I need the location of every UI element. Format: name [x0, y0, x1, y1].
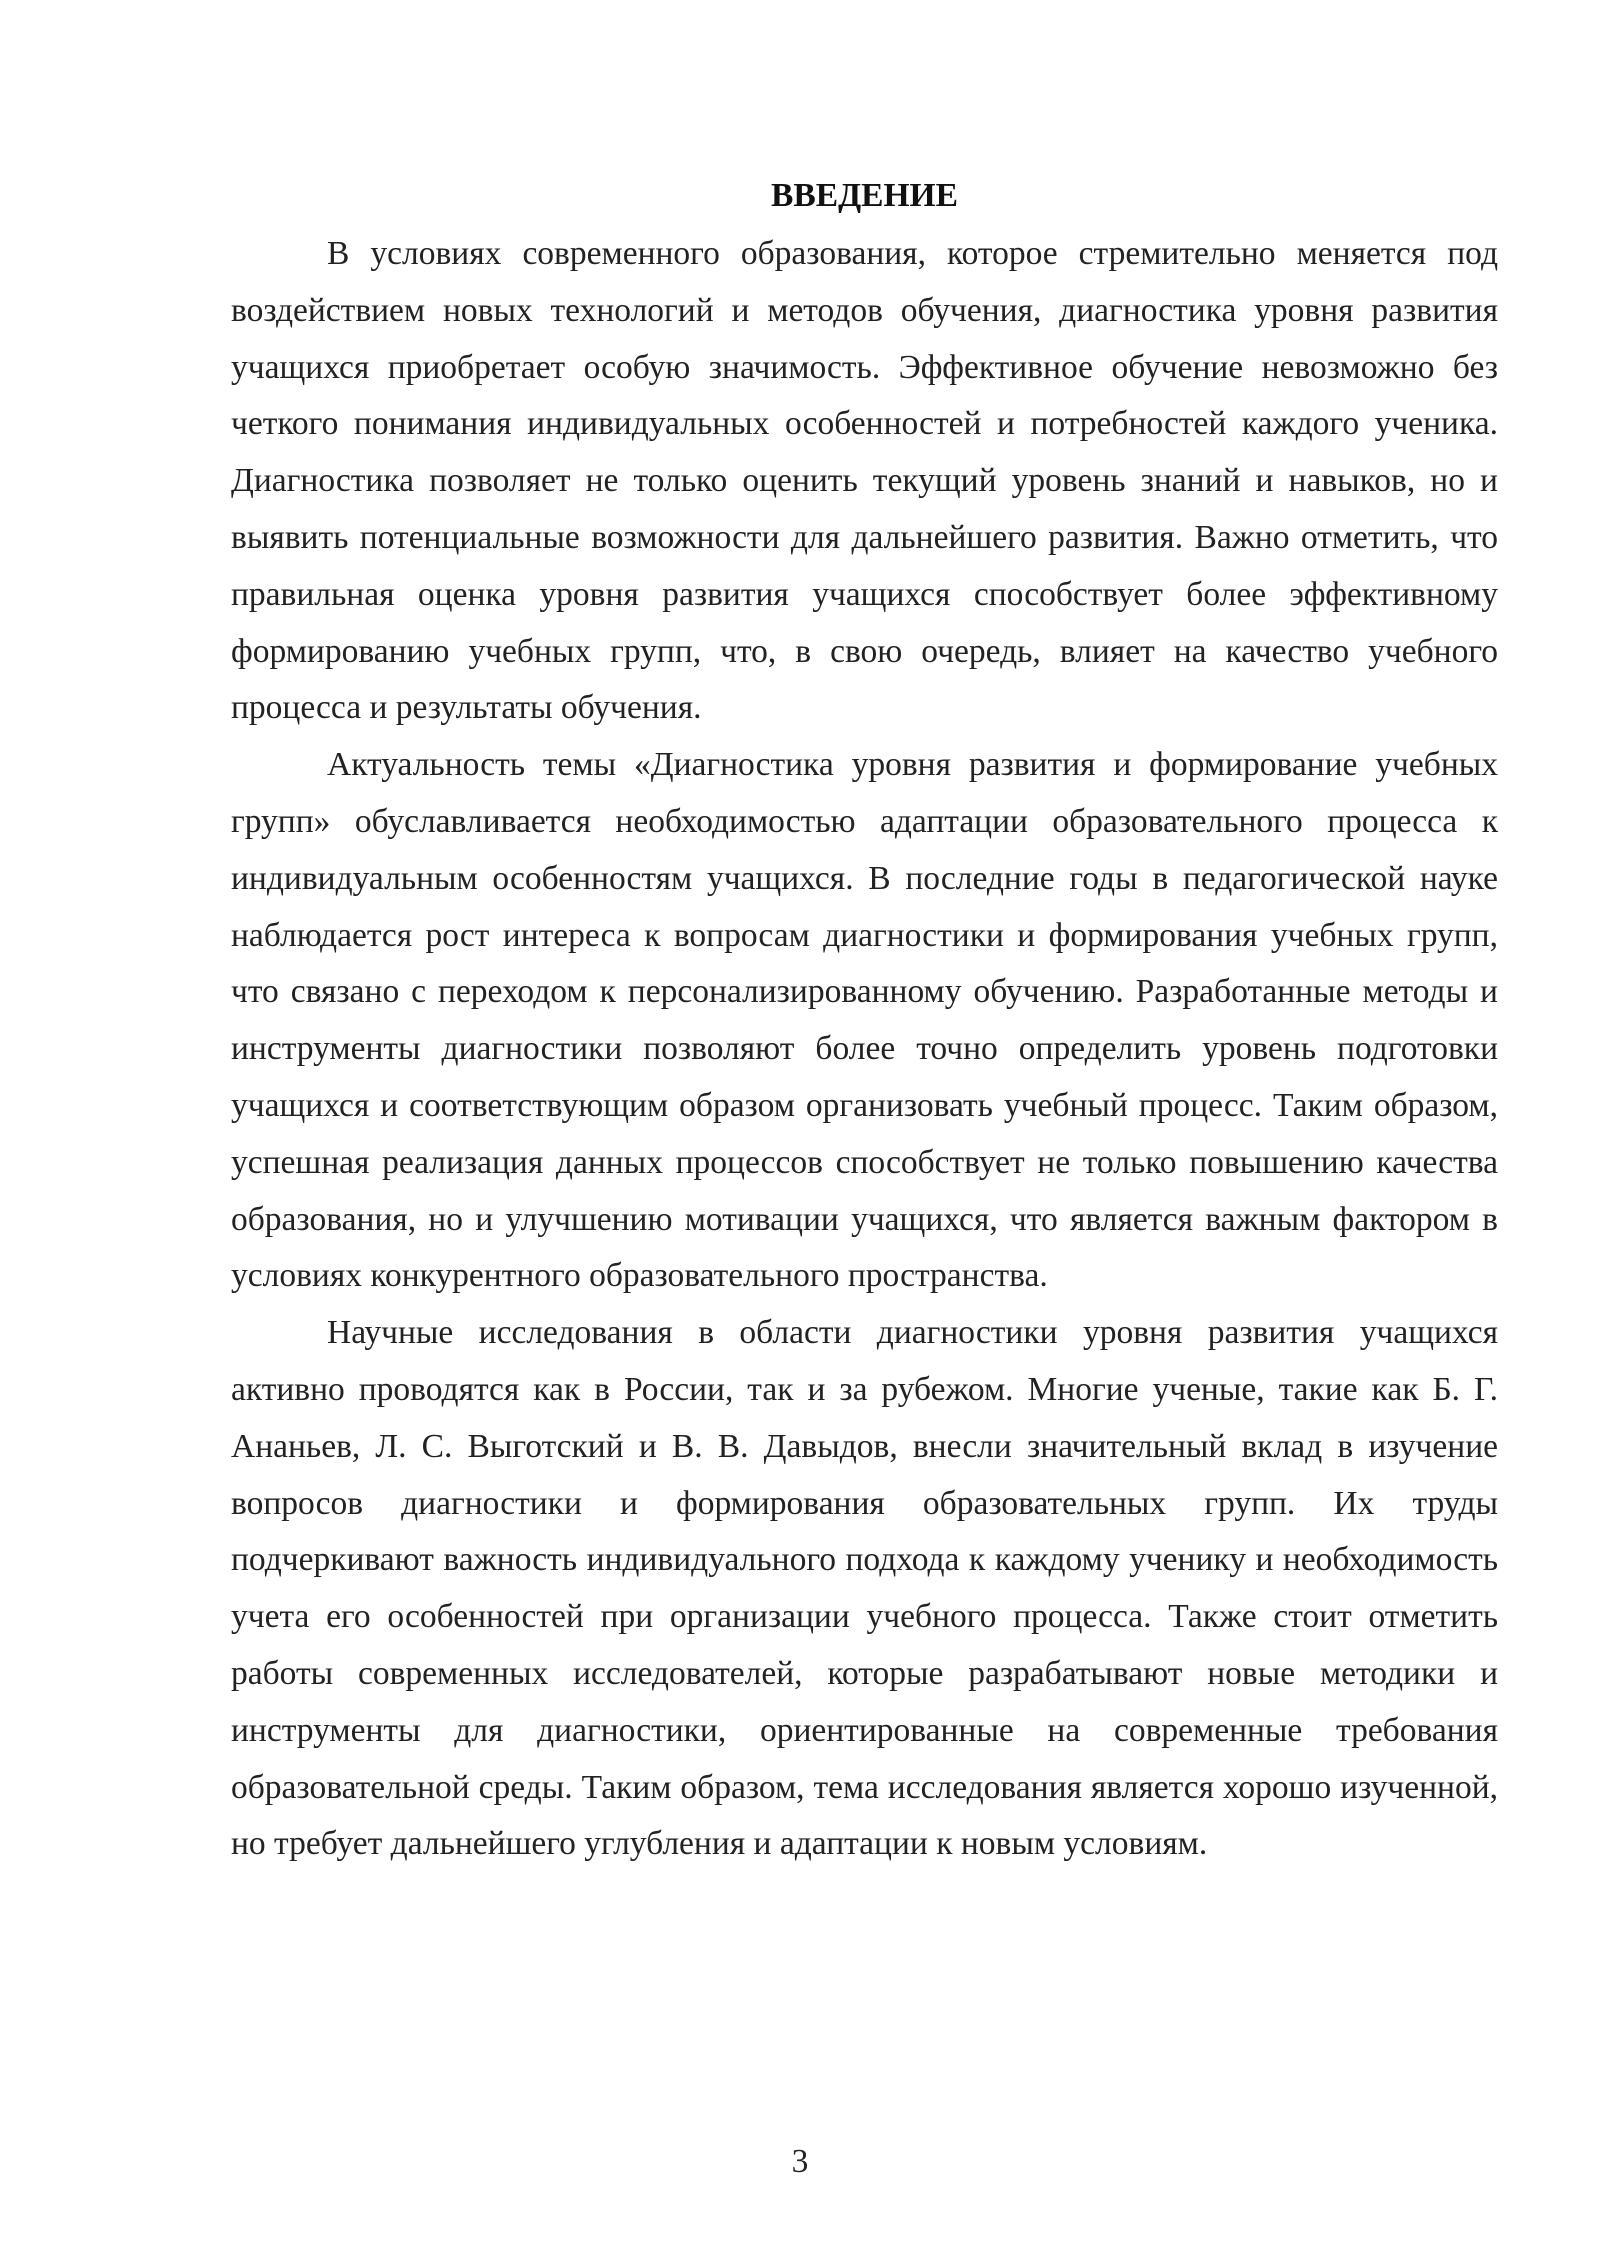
paragraph-introduction: В условиях современного образования, которое стремительно меняется под воздействием новых технологий и методов обучения, диагностика уровня развития учащихся приобретает особую значимость. Эффективное обучение невозможно без четкого понимания индивидуальных особенностей и потребностей каждого ученика. Диагностика позволяет не только оценить текущий уровень знаний и навыков, но и выявить потенциальные возможности для дальнейшего развития. Важно отметить, что правильная оценка уровня развития учащихся способствует более эффективному формированию учебных групп, что, в свою очередь, влияет на качество учебного процесса и результаты обучения. — [231, 235, 1498, 727]
page-number: 3 — [791, 2143, 809, 2180]
section-heading: ВВЕДЕНИЕ — [771, 177, 958, 214]
paragraph-research: Научные исследования в области диагностики уровня развития учащихся активно проводятся как в России, так и за рубежом. Многие ученые, такие как Б. Г. Ананьев, Л. С. Выготский и В. В. Давыдов, внесли значительный вклад в изучение вопросов диагностики и формирования образовательных групп. Их труды подчеркивают важность индивидуального подхода к каждому ученику и необходимость учета его особенностей при организации учебного процесса. Также стоит отметить работы современных исследователей, которые разрабатывают новые методики и инструменты для диагностики, ориентированные на современные требования образовательной среды. Таким образом, тема исследования является хорошо изученной, но требует дальнейшего углубления и адаптации к новым условиям. — [231, 1314, 1498, 1863]
paragraph-relevance: Актуальность темы «Диагностика уровня развития и формирование учебных групп» обуславливается необходимостью адаптации образовательного процесса к индивидуальным особенностям учащихся. В последние годы в педагогической науке наблюдается рост интереса к вопросам диагностики и формирования учебных групп, что связано с переходом к персонализированному обучению. Разработанные методы и инструменты диагностики позволяют более точно определить уровень подготовки учащихся и соответствующим образом организовать учебный процесс. Таким образом, успешная реализация данных процессов способствует не только повышению качества образования, но и улучшению мотивации учащихся, что является важным фактором в условиях конкурентного образовательного пространства. — [231, 746, 1498, 1295]
page-content — [231, 168, 1498, 1873]
